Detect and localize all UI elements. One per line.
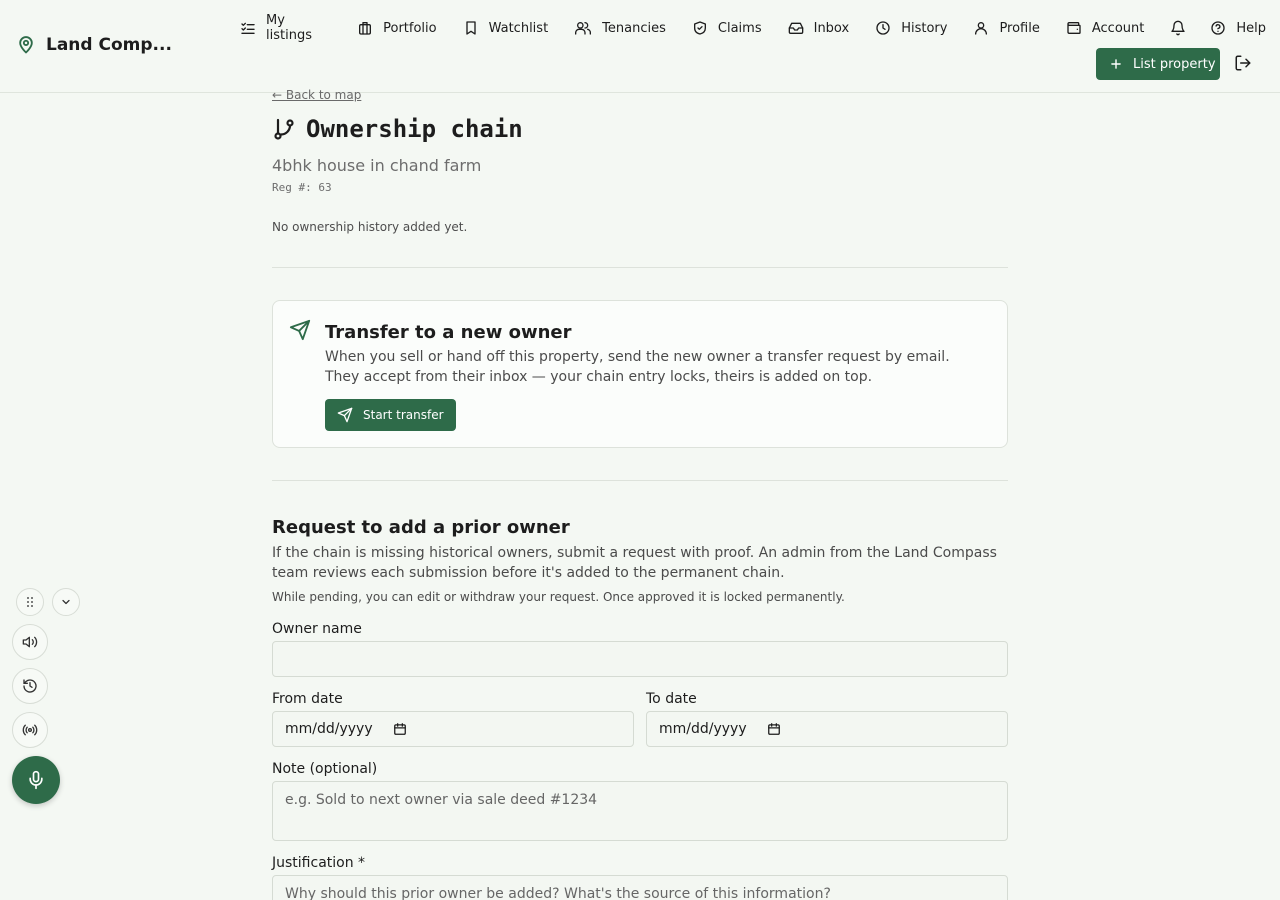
history-button[interactable] [12,668,48,704]
transfer-card [272,300,1008,448]
nav-label: Account [1091,20,1145,36]
date-row [272,691,1008,747]
nav-profile[interactable] [961,12,1053,44]
from-date-label: From date [272,691,343,707]
chevron-down-icon [60,596,72,608]
registration-number: Reg #: 63 [272,181,332,194]
wallet-icon [1066,20,1082,36]
empty-history-message: No ownership history added yet. [272,220,468,234]
nav-history[interactable] [863,12,961,44]
prior-owner-description: If the chain is missing historical owners, submit a request with proof. An admin from the Land Compass team reviews each submission before it's added to the permanent chain. [272,545,997,581]
nav-my-listings[interactable] [228,12,345,44]
nav-claims[interactable] [680,12,776,44]
divider [272,267,1008,268]
radio-icon [22,722,38,738]
transfer-title: Transfer to a new owner [325,322,572,343]
to-date-input[interactable] [646,711,1008,747]
nav-label: Tenancies [602,20,666,36]
list-checks-icon [240,20,256,36]
grip-icon [24,596,36,608]
justification-textarea[interactable] [272,875,1008,900]
transfer-description: When you sell or hand off this property, send the new owner a transfer request by email. They accept from their inbox — your chain entry locks, theirs is added on top. [325,349,950,385]
calendar-icon [767,722,781,736]
user-icon [973,20,989,36]
microphone-button[interactable] [12,756,60,804]
nav-label: Claims [717,20,762,36]
nav-tenancies[interactable] [562,12,680,44]
from-date-input[interactable] [272,711,634,747]
to-date-group [646,691,1008,747]
divider [272,480,1008,481]
note-label: Note (optional) [272,761,378,777]
nav-label: Watchlist [488,20,549,36]
to-date-placeholder: mm/dd/yyyy [659,721,747,737]
nav-label: Help [1236,20,1266,36]
speaker-icon [22,634,38,650]
brand[interactable] [16,34,172,56]
nav-label: Inbox [813,20,850,36]
logout-button[interactable] [1234,54,1252,72]
note-placeholder: e.g. Sold to next owner via sale deed #1234 [285,792,598,808]
property-name: 4bhk house in chand farm [272,156,482,175]
broadcast-button[interactable] [12,712,48,748]
title-row [272,115,1008,143]
from-date-placeholder: mm/dd/yyyy [285,721,373,737]
send-icon [337,407,353,423]
help-circle-icon [1210,20,1226,36]
main-content [272,84,1008,900]
git-branch-icon [272,117,296,141]
bookmark-icon [463,20,479,36]
nav-label: History [901,20,948,36]
justification-placeholder: Why should this prior owner be added? What's the source of this information? [285,886,831,900]
shield-check-icon [692,20,708,36]
map-pin-icon [16,34,36,56]
history-icon [22,678,38,694]
nav-inbox[interactable] [776,12,864,44]
clock-icon [875,20,891,36]
note-textarea[interactable] [272,781,1008,841]
prior-owner-title: Request to add a prior owner [272,517,570,538]
calendar-icon [393,722,407,736]
inbox-icon [788,20,804,36]
top-header [0,0,1280,93]
justification-label: Justification * [272,855,366,871]
list-property-label: List property [1133,56,1216,72]
briefcase-icon [357,20,373,36]
nav-help[interactable] [1198,12,1280,44]
microphone-icon [26,770,46,790]
start-transfer-button[interactable] [325,399,456,431]
send-icon [289,319,311,431]
from-date-group [272,691,634,747]
nav-label: Profile [999,20,1040,36]
brand-name: Land Comp... [46,35,172,55]
nav-portfolio[interactable] [345,12,450,44]
plus-icon [1109,57,1123,71]
owner-name-label: Owner name [272,621,362,637]
bell-icon [1170,20,1186,36]
prior-owner-section [272,517,1008,900]
prior-owner-note: While pending, you can edit or withdraw your request. Once approved it is locked permanently. [272,590,845,604]
notifications-button[interactable] [1158,12,1198,44]
start-transfer-label: Start transfer [363,408,444,422]
main-nav [228,12,1280,44]
to-date-label: To date [646,691,697,707]
logout-icon [1234,54,1252,72]
nav-account[interactable] [1054,12,1159,44]
drag-handle[interactable] [16,588,44,616]
nav-label: My listings [266,13,312,43]
back-to-map-link[interactable]: ← Back to map [272,88,362,102]
users-icon [574,20,592,36]
audio-button[interactable] [12,624,48,660]
nav-watchlist[interactable] [451,12,563,44]
list-property-button[interactable] [1096,48,1220,80]
page-title: Ownership chain [306,115,523,143]
collapse-button[interactable] [52,588,80,616]
transfer-card-body [325,319,987,431]
owner-name-input[interactable] [272,641,1008,677]
nav-label: Portfolio [383,20,437,36]
